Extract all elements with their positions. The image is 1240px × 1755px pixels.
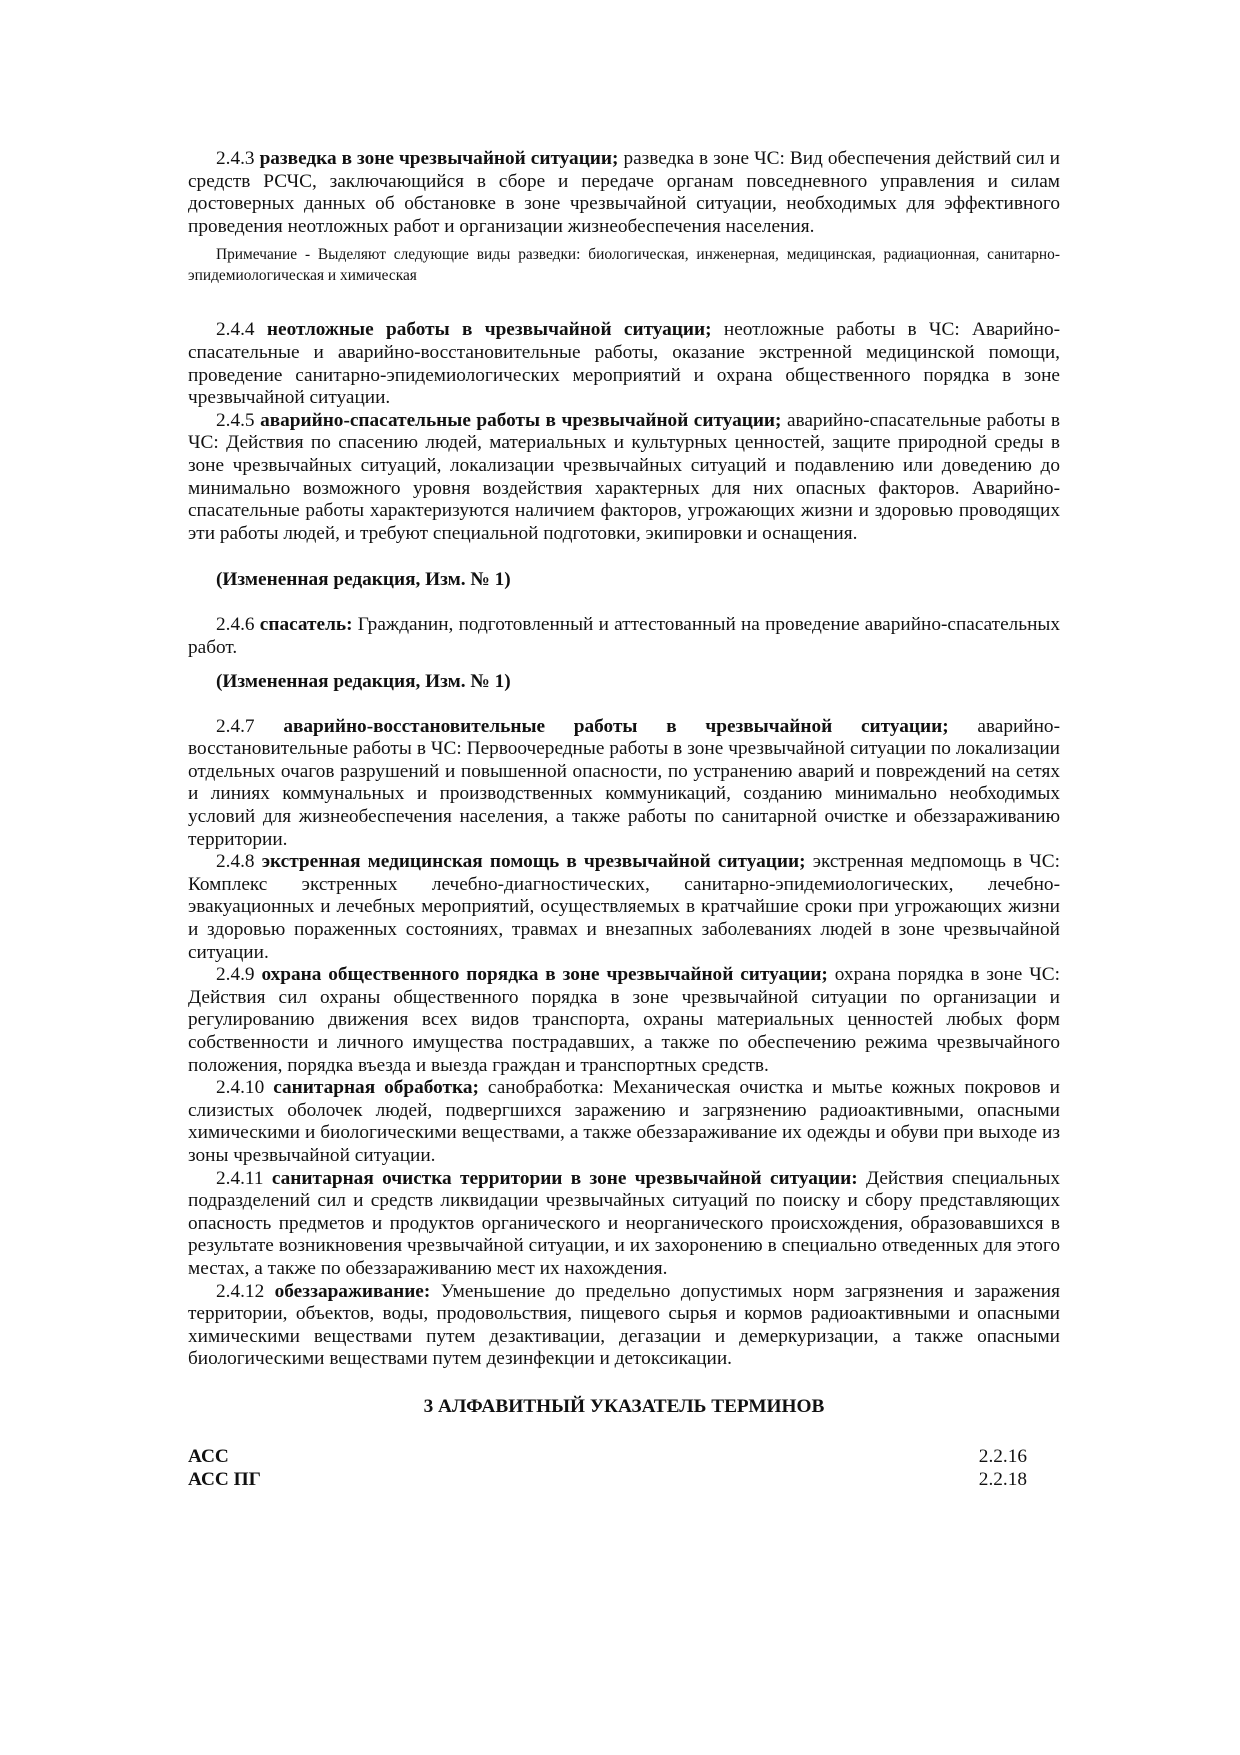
term-number: 2.4.7 [216, 715, 255, 737]
index-row [188, 1445, 1060, 1468]
term-title: неотложные работы в чрезвычайной ситуации; [266, 319, 712, 341]
term-definition: охрана порядка в зоне ЧС: Действия сил охраны общественного порядка в зоне чрезвычайной ситуации по организации и регулированию движения всех видов транспорта, охраны материальных ценностей любых форм собственности и личного имущества пострадавших, а также по обеспечению режима чрезвычайного положения, порядка въезда и выезда граждан и транспортных средств. [188, 964, 1060, 1076]
index-ref: 2.2.16 [978, 1445, 1027, 1467]
term-number: 2.4.8 [216, 851, 255, 873]
term-2-4-5 [188, 410, 1060, 546]
term-definition: Уменьшение до предельно допустимых норм загрязнения и заражения территории, объектов, воды, продовольствия, пищевого сырья и кормов радиоактивными и опасными химическими веществами путем дезактивации, дегазации и демеркуризации, а также опасными биологическими веществами путем дезинфекции и детоксикации. [188, 1280, 1060, 1370]
term-number: 2.4.3 [216, 148, 255, 169]
term-number: 2.4.4 [216, 319, 255, 341]
term-number: 2.4.10 [216, 1077, 265, 1099]
term-2-4-8 [188, 851, 1060, 964]
term-number: 2.4.9 [216, 964, 255, 986]
term-definition: экстренная медпомощь в ЧС: Комплекс экстренных лечебно-диагностических, санитарно-эпидемиологических, лечебно-эвакуационных и лечебных мероприятий, осуществляемых в кратчайшие сроки при угрожающих жизни и здоровью пораженных состояниях, травмах и внезапных заболеваниях людей в зоне чрезвычайной ситуации. [188, 851, 1060, 963]
term-number: 2.4.11 [216, 1167, 264, 1189]
term-2-4-6 [188, 614, 1060, 659]
term-title: санитарная очистка территории в зоне чрезвычайной ситуации: [271, 1167, 858, 1189]
amendment-note-2: (Измененная редакция, Изм. № 1) [216, 671, 511, 693]
term-2-4-11 [188, 1168, 1060, 1281]
alphabetical-index [188, 1445, 1060, 1491]
term-number: 2.4.6 [216, 613, 255, 635]
term-definition: разведка в зоне ЧС: Вид обеспечения действий сил и средств РСЧС, заключающийся в сборе и передаче органам повседневного управления и силам достоверных данных об обстановке в зоне чрезвычайной ситуации, необходимых для эффективного проведения неотложных работ и организации жизнеобеспечения населения. [188, 148, 1060, 237]
term-2-4-7 [188, 716, 1060, 852]
term-2-4-4 [188, 319, 1060, 409]
amendment-note-1: (Измененная редакция, Изм. № 1) [216, 569, 511, 591]
index-row [188, 1468, 1060, 1491]
term-title: охрана общественного порядка в зоне чрезвычайной ситуации; [261, 964, 828, 986]
term-title: разведка в зоне чрезвычайной ситуации; [259, 148, 619, 169]
document-page [188, 148, 1060, 1491]
term-number: 2.4.12 [216, 1280, 265, 1302]
term-definition: неотложные работы в ЧС: Аварийно-спасательные и аварийно-восстановительные работы, оказание экстренной медицинской помощи, проведение санитарно-эпидемиологических мероприятий и охрана общественного порядка в зоне чрезвычайной ситуации. [188, 319, 1061, 409]
term-title: аварийно-восстановительные работы в чрезвычайной ситуации; [283, 715, 949, 737]
term-definition: Гражданин, подготовленный и аттестованный на проведение аварийно-спасательных работ. [188, 613, 1060, 658]
section-title: 3 АЛФАВИТНЫЙ УКАЗАТЕЛЬ ТЕРМИНОВ [423, 1395, 825, 1417]
term-title: спасатель: [259, 613, 353, 635]
term-2-4-3 [188, 148, 1060, 238]
term-title: экстренная медицинская помощь в чрезвычайной ситуации; [261, 851, 806, 873]
term-definition: Действия специальных подразделений сил и средств ликвидации чрезвычайных ситуаций по поиску и сбору представляющих опасность предметов и продуктов органического и неорганического происхождения, образовавшихся в результате возникновения чрезвычайной ситуации, и их захоронению в специально отведенных для этого местах, а также по обеззараживанию мест их нахождения. [188, 1167, 1060, 1279]
index-term: АСС [188, 1445, 229, 1467]
term-definition: аварийно-спасательные работы в ЧС: Действия по спасению людей, материальных и культурных ценностей, защите природной среды в зоне чрезвычайных ситуаций, локализации чрезвычайных ситуаций и подавлению или доведению до минимально возможного уровня воздействия характерных для них опасных факторов. Аварийно-спасательные работы характеризуются наличием факторов, угрожающих жизни и здоровью проводящих эти работы людей, и требуют специальной подготовки, экипировки и оснащения. [188, 409, 1060, 544]
term-2-4-10 [188, 1077, 1060, 1167]
term-title: аварийно-спасательные работы в чрезвычайной ситуации; [260, 409, 782, 431]
term-title: обеззараживание: [274, 1280, 431, 1302]
term-definition: санобработка: Механическая очистка и мытье кожных покровов и слизистых оболочек людей, подвергшихся заражению и загрязнению радиоактивными, опасными химическими и биологическими веществами, а также обеззараживание их одежды и обуви при выходе из зоны чрезвычайной ситуации. [188, 1077, 1060, 1166]
term-number: 2.4.5 [216, 409, 255, 431]
note: Примечание - Выделяют следующие виды разведки: биологическая, инженерная, медицинская, радиационная, санитарно-эпидемиологическая и химическая [188, 246, 1060, 285]
term-definition: аварийно-восстановительные работы в ЧС: Первоочередные работы в зоне чрезвычайной ситуации по локализации отдельных очагов разрушений и повышенной опасности, по устранению аварий и повреждений на сетях и линиях коммунальных и производственных коммуникаций, созданию минимально необходимых условий для жизнеобеспечения населения, а также работы по санитарной очистке и обеззараживанию территории. [188, 715, 1060, 850]
term-title: санитарная обработка; [273, 1077, 479, 1099]
index-term: АСС ПГ [188, 1468, 261, 1490]
term-2-4-9 [188, 964, 1060, 1077]
term-2-4-12 [188, 1281, 1060, 1371]
index-ref: 2.2.18 [978, 1468, 1027, 1490]
